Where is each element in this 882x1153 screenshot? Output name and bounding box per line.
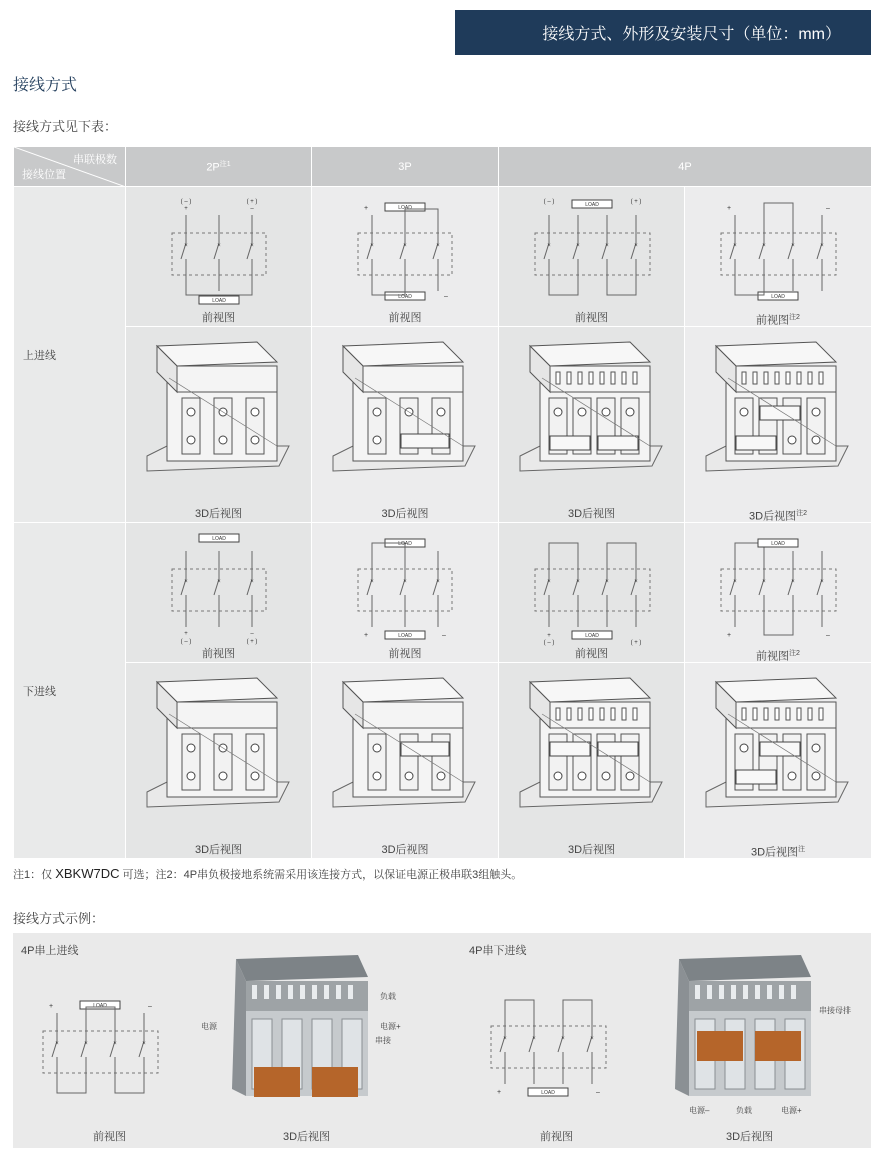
- busbar: [550, 436, 590, 450]
- minus-sign: ( – ): [180, 199, 191, 205]
- label-load-2: 负载: [736, 1106, 752, 1115]
- load-label: LOAD: [584, 202, 599, 208]
- contact-mark: ×: [249, 579, 254, 585]
- pole-terminal: [246, 734, 264, 790]
- plus-sign: +: [183, 631, 188, 637]
- minus-sign: –: [249, 631, 254, 637]
- plus-sign: ( + ): [246, 639, 257, 645]
- vent-slot: [633, 708, 637, 720]
- load-label: LOAD: [541, 1090, 555, 1096]
- breaker-cover: [177, 702, 277, 728]
- bridge: [607, 291, 636, 295]
- vent-slot: [743, 985, 748, 999]
- contact-mark: ×: [561, 1036, 565, 1042]
- contact-mark: ×: [84, 1041, 88, 1047]
- vent-slot: [764, 372, 768, 384]
- busbar: [760, 406, 800, 420]
- contact-mark: ×: [575, 243, 580, 249]
- pole-terminal: [182, 398, 200, 454]
- vent-slot: [589, 708, 593, 720]
- minus-sign: –: [826, 205, 830, 212]
- contact-mark: ×: [604, 243, 609, 249]
- example-right-label: 4P串下进线: [469, 945, 527, 957]
- vent-slot: [786, 372, 790, 384]
- contact-mark: ×: [733, 243, 737, 249]
- vent-slot: [797, 708, 801, 720]
- terminal-bolt: [554, 772, 562, 780]
- bridge: [115, 1089, 144, 1093]
- vent-slot: [791, 985, 796, 999]
- contact-mark: ×: [733, 579, 737, 585]
- load-label: LOAD: [771, 294, 785, 300]
- section-title: 接线方式: [13, 77, 78, 94]
- vent-slot: [779, 985, 784, 999]
- rear-3d-4p-bottom-a: 3D后视图: [499, 663, 685, 859]
- example-title: 接线方式示例：: [13, 911, 105, 926]
- vent-slot: [753, 708, 757, 720]
- pole-terminal: [182, 734, 200, 790]
- breaker-side: [232, 959, 246, 1096]
- rear-3d-4p-bottom-b: 3D后视图$^注$: [685, 663, 872, 859]
- minus-sign: –: [249, 206, 254, 212]
- load-label: LOAD: [398, 294, 412, 300]
- contact-mark: ×: [403, 243, 407, 249]
- minus-sign: –: [596, 1089, 600, 1096]
- front-view-2p-top: × × × ( – ) + ( + ) – LOAD 前视图: [126, 187, 312, 327]
- contact-mark: ×: [55, 1041, 59, 1047]
- breaker-top: [716, 342, 836, 366]
- col-header-4p: 4P: [499, 147, 872, 187]
- label-load: 负载: [380, 992, 396, 1001]
- minus-sign: –: [826, 632, 830, 639]
- contact-mark: ×: [183, 243, 188, 249]
- terminal-bolt: [554, 408, 562, 416]
- rear-3d-3p-bottom: 3D后视图: [312, 663, 499, 859]
- vent-slot: [622, 708, 626, 720]
- vent-slot: [753, 372, 757, 384]
- contact-mark: ×: [142, 1041, 146, 1047]
- table-corner: [14, 147, 126, 187]
- terminal-bolt: [251, 408, 259, 416]
- row-label-bottom: 下进线: [14, 523, 126, 859]
- vent-slot: [819, 708, 823, 720]
- contact-mark: ×: [762, 243, 766, 249]
- vent-slot: [600, 708, 604, 720]
- plus-sign: +: [363, 205, 369, 212]
- terminal-bolt: [812, 408, 820, 416]
- front-view-4p-bottom-b: × × × × LOAD + – 前视图$^{注2}$: [685, 523, 872, 663]
- vent-slot: [556, 708, 560, 720]
- plus-sign: +: [546, 633, 551, 639]
- vent-slot: [288, 985, 293, 999]
- corner-top-label: 串联极数: [73, 154, 117, 166]
- terminal-bolt: [812, 436, 820, 444]
- terminal-bolt: [373, 772, 381, 780]
- vent-slot: [312, 985, 317, 999]
- rear-3d-2p-top: 3D后视图: [126, 327, 312, 523]
- terminal-bolt: [812, 744, 820, 752]
- col-header-3p: 3P: [312, 147, 499, 187]
- col-header-2p: $2P^{注1}$: [126, 147, 312, 187]
- bridge: [505, 1000, 534, 1008]
- bridge: [764, 203, 793, 215]
- bridge: [549, 291, 578, 295]
- terminal-bolt: [626, 408, 634, 416]
- contact-mark: ×: [604, 579, 609, 585]
- load-label: LOAD: [211, 536, 226, 542]
- copper-busbar: [254, 1067, 300, 1097]
- example-right-3d: [661, 949, 821, 1114]
- vent-slot: [819, 372, 823, 384]
- vent-slot: [348, 985, 353, 999]
- vent-slot: [633, 372, 637, 384]
- breaker-top: [236, 955, 368, 981]
- header-title: 接线方式、外形及安装尺寸（单位：mm）: [542, 26, 841, 43]
- section-intro: 接线方式见下表：: [13, 119, 118, 134]
- breaker-top: [157, 678, 277, 702]
- rear-3d-4p-top-b: 3D后视图$^{注2}$: [685, 327, 872, 523]
- breaker-top: [679, 955, 811, 981]
- busbar: [598, 742, 638, 756]
- load-label: LOAD: [771, 541, 785, 547]
- example-left-3d-caption: 3D后视图: [283, 1131, 331, 1143]
- contact-mark: ×: [546, 243, 551, 249]
- terminal-bolt: [626, 772, 634, 780]
- front-view-4p-bottom-a: × × × × + ( – ) ( + ) LOAD 前视图: [499, 523, 685, 663]
- breaker-top: [530, 678, 650, 702]
- load-label: LOAD: [584, 633, 599, 639]
- vent-slot: [731, 985, 736, 999]
- vent-slot: [786, 708, 790, 720]
- terminal-bolt: [788, 436, 796, 444]
- load-label: LOAD: [93, 1003, 107, 1009]
- contact-mark: ×: [249, 243, 254, 249]
- minus-sign: ( – ): [180, 639, 191, 645]
- vent-slot: [567, 708, 571, 720]
- busbar: [598, 436, 638, 450]
- vent-slot: [556, 372, 560, 384]
- example-panel: [13, 933, 871, 1148]
- breaker-cover: [363, 702, 463, 728]
- breaker-top: [716, 678, 836, 702]
- label-power: 电源: [201, 1022, 217, 1031]
- breaker-top: [530, 342, 650, 366]
- terminal-bolt: [740, 744, 748, 752]
- contact-mark: ×: [503, 1036, 507, 1042]
- busbar: [736, 436, 776, 450]
- breaker-cover: [363, 366, 463, 392]
- vent-slot: [808, 708, 812, 720]
- contact-mark: ×: [633, 579, 638, 585]
- vent-slot: [622, 372, 626, 384]
- example-left-front: [35, 993, 165, 1113]
- label-series-busbar: 串接母排: [819, 1006, 851, 1015]
- label-power-plus: 电源+: [380, 1022, 401, 1031]
- terminal-bolt: [219, 436, 227, 444]
- contact-mark: ×: [183, 579, 188, 585]
- contact-mark: ×: [820, 579, 824, 585]
- minus-sign: ( – ): [543, 199, 554, 205]
- contact-mark: ×: [762, 579, 766, 585]
- busbar: [550, 742, 590, 756]
- vent-slot: [775, 372, 779, 384]
- plus-sign: +: [48, 1003, 54, 1010]
- copper-busbar: [755, 1031, 801, 1061]
- example-left-3d: [218, 949, 378, 1114]
- plus-sign: +: [363, 632, 369, 639]
- contact-mark: ×: [403, 579, 407, 585]
- terminal-bolt: [219, 772, 227, 780]
- vent-slot: [755, 985, 760, 999]
- load-label: LOAD: [211, 298, 226, 304]
- bridge: [549, 543, 578, 551]
- example-left-label: 4P串上进线: [21, 945, 79, 957]
- vent-slot: [764, 708, 768, 720]
- example-right-front-caption: 前视图: [540, 1131, 573, 1143]
- busbar: [401, 742, 449, 756]
- copper-busbar: [312, 1067, 358, 1097]
- vent-slot: [600, 372, 604, 384]
- contact-mark: ×: [820, 243, 824, 249]
- terminal-bolt: [251, 772, 259, 780]
- minus-sign: –: [442, 632, 446, 639]
- terminal-bolt: [812, 772, 820, 780]
- bridge: [607, 543, 636, 551]
- terminal-bolt: [602, 408, 610, 416]
- bridge: [186, 291, 252, 295]
- terminal-bolt: [187, 772, 195, 780]
- load-label: LOAD: [398, 205, 412, 211]
- front-view-3p-top: × × × + LOAD LOAD – 前视图: [312, 187, 499, 327]
- vent-slot: [578, 372, 582, 384]
- contact-mark: ×: [546, 579, 551, 585]
- vent-slot: [578, 708, 582, 720]
- contact-mark: ×: [113, 1041, 117, 1047]
- contact-mark: ×: [216, 579, 221, 585]
- breaker-side: [675, 959, 689, 1096]
- vent-slot: [611, 708, 615, 720]
- terminal-bolt: [373, 408, 381, 416]
- label-series: 串接: [375, 1036, 391, 1045]
- copper-busbar: [697, 1031, 743, 1061]
- contact-mark: ×: [791, 579, 795, 585]
- contact-mark: ×: [633, 243, 638, 249]
- terminal-bolt: [187, 744, 195, 752]
- contact-mark: ×: [590, 1036, 594, 1042]
- terminal-bolt: [187, 408, 195, 416]
- contact-mark: ×: [575, 579, 580, 585]
- vent-slot: [276, 985, 281, 999]
- model-name: XBKW7DC: [55, 866, 120, 881]
- terminal-bolt: [373, 436, 381, 444]
- breaker-top: [157, 342, 277, 366]
- footnote: 注1：仅 XBKW7DC 可选；注2：4P串负极接地系统需采用该连接方式，以保证电源正极串联3组触头。: [13, 866, 523, 881]
- busbar: [736, 770, 776, 784]
- pole-terminal: [246, 398, 264, 454]
- vent-slot: [695, 985, 700, 999]
- bridge: [764, 627, 793, 635]
- row-label-top: 上进线: [14, 187, 126, 523]
- pole-terminal: [368, 398, 386, 454]
- terminal-bolt: [788, 772, 796, 780]
- vent-slot: [611, 372, 615, 384]
- label-power-plus-2: 电源+: [781, 1106, 802, 1115]
- bridge: [563, 1000, 592, 1008]
- breaker-top: [343, 678, 463, 702]
- vent-slot: [589, 372, 593, 384]
- terminal-bolt: [602, 772, 610, 780]
- front-view-3p-bottom: × × × LOAD + LOAD – 前视图: [312, 523, 499, 663]
- contact-mark: ×: [436, 243, 440, 249]
- minus-sign: –: [444, 293, 448, 300]
- vent-slot: [775, 708, 779, 720]
- vent-slot: [719, 985, 724, 999]
- plus-sign: +: [726, 205, 732, 212]
- front-view-4p-top-a: × × × × ( – ) ( + ) LOAD 前视图: [499, 187, 685, 327]
- contact-mark: ×: [216, 243, 221, 249]
- rear-3d-4p-top-a: 3D后视图: [499, 327, 685, 523]
- vent-slot: [567, 372, 571, 384]
- label-power-minus: 电源–: [689, 1106, 710, 1115]
- terminal-bolt: [437, 408, 445, 416]
- vent-slot: [300, 985, 305, 999]
- vent-slot: [742, 372, 746, 384]
- plus-sign: +: [496, 1089, 502, 1096]
- plus-sign: ( + ): [630, 640, 641, 646]
- pole-terminal: [368, 734, 386, 790]
- breaker-top: [343, 342, 463, 366]
- rear-3d-2p-bottom: 3D后视图: [126, 663, 312, 859]
- terminal-bolt: [373, 744, 381, 752]
- front-view-2p-bottom: × × × LOAD + ( – ) – ( + ) 前视图: [126, 523, 312, 663]
- breaker-cover: [177, 366, 277, 392]
- vent-slot: [797, 372, 801, 384]
- vent-slot: [264, 985, 269, 999]
- terminal-bolt: [405, 772, 413, 780]
- example-right-3d-caption: 3D后视图: [726, 1131, 774, 1143]
- minus-sign: –: [148, 1003, 152, 1010]
- contact-mark: ×: [370, 579, 374, 585]
- terminal-bolt: [578, 772, 586, 780]
- pole-terminal: [214, 734, 232, 790]
- corner-bottom-label: 接线位置: [22, 169, 66, 181]
- vent-slot: [336, 985, 341, 999]
- plus-sign: +: [726, 632, 732, 639]
- vent-slot: [767, 985, 772, 999]
- bridge: [57, 1089, 86, 1093]
- terminal-bolt: [740, 408, 748, 416]
- busbar: [760, 742, 800, 756]
- vent-slot: [324, 985, 329, 999]
- terminal-bolt: [187, 436, 195, 444]
- minus-sign: ( – ): [543, 640, 554, 646]
- vent-slot: [808, 372, 812, 384]
- example-right-front: [483, 988, 613, 1108]
- contact-mark: ×: [532, 1036, 536, 1042]
- contact-mark: ×: [370, 243, 374, 249]
- contact-mark: ×: [436, 579, 440, 585]
- terminal-bolt: [251, 436, 259, 444]
- plus-sign: ( + ): [630, 199, 641, 205]
- terminal-bolt: [578, 408, 586, 416]
- load-label: LOAD: [398, 633, 412, 639]
- example-left-front-caption: 前视图: [93, 1131, 126, 1143]
- pole-terminal: [214, 398, 232, 454]
- busbar: [401, 434, 449, 448]
- wiring-table: [13, 146, 872, 859]
- pole-terminal: [807, 734, 825, 790]
- front-view-4p-top-b: × × × × + – LOAD 前视图$^{注2}$: [685, 187, 872, 327]
- load-label: LOAD: [398, 541, 412, 547]
- vent-slot: [742, 708, 746, 720]
- plus-sign: +: [183, 206, 188, 212]
- terminal-bolt: [251, 744, 259, 752]
- page-header: [455, 10, 871, 55]
- vent-slot: [252, 985, 257, 999]
- contact-mark: ×: [791, 243, 795, 249]
- rear-3d-3p-top: 3D后视图: [312, 327, 499, 523]
- plus-sign: ( + ): [246, 199, 257, 205]
- terminal-bolt: [437, 772, 445, 780]
- pole-terminal: [807, 398, 825, 454]
- vent-slot: [707, 985, 712, 999]
